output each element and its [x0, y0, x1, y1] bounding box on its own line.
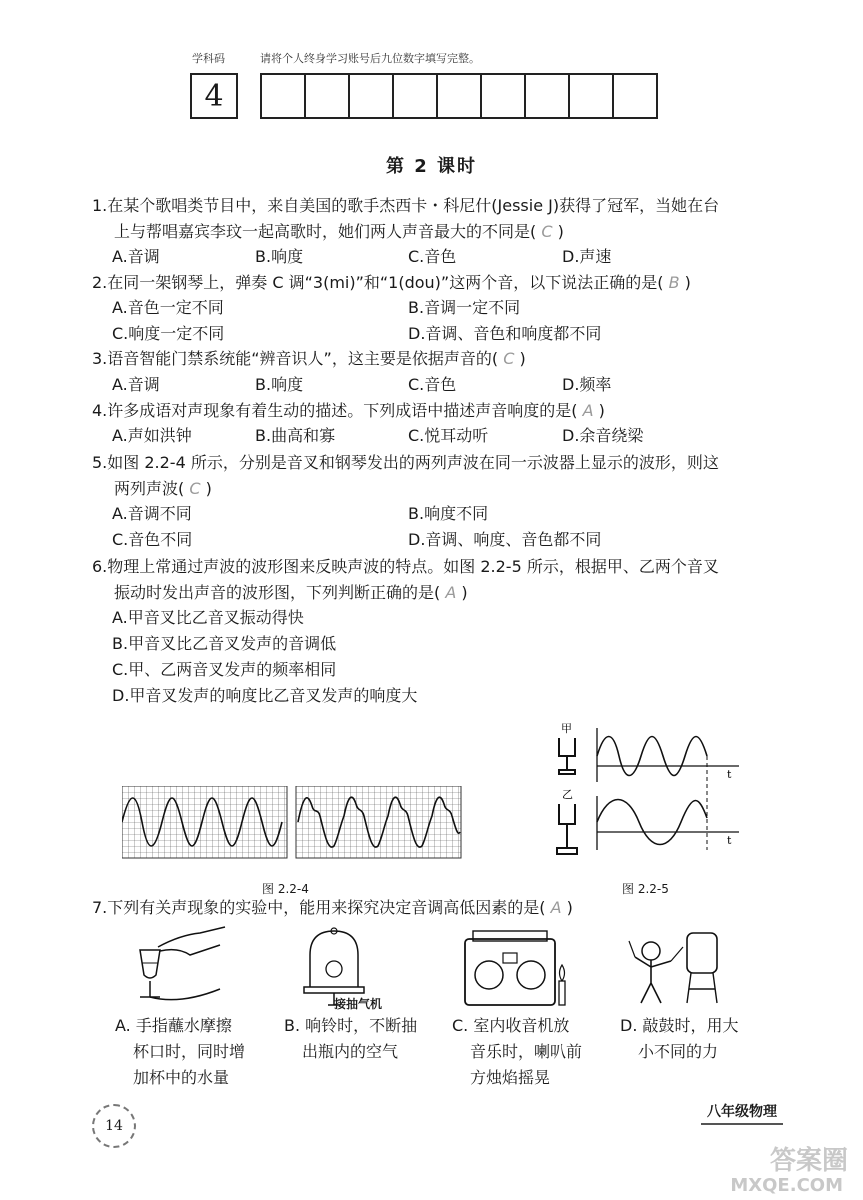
option: A.音调 [112, 247, 160, 266]
experiment-line: 音乐时，喇叭前 [470, 1042, 583, 1061]
option: D.音调、音色和响度都不同 [408, 324, 602, 343]
question-stem-line: 6.物理上常通过声波的波形图来反映声波的特点。如图 2.2-5 所示，根据甲、乙两个音叉 [92, 557, 719, 576]
question-4 [92, 398, 792, 424]
answer-mark: C [541, 222, 553, 241]
experiment-line: 方烛焰摇晃 [470, 1068, 551, 1087]
option: A.音调 [112, 375, 160, 394]
digit-box[interactable] [524, 73, 570, 119]
experiment-line: 小不同的力 [638, 1042, 719, 1061]
option: B.响度 [255, 247, 304, 266]
digit-box[interactable] [348, 73, 394, 119]
question-7 [92, 895, 792, 921]
option: C.音色 [408, 375, 457, 394]
page-number: 14 [92, 1104, 136, 1148]
question-stem-line: 2.在同一架钢琴上，弹奏 C 调“3(mi)”和“1(dou)”这两个音，以下说法正确的是( [92, 273, 664, 292]
answer-close: ) [205, 479, 212, 498]
book-brand-label: 八年级物理 [701, 1099, 783, 1125]
experiment-line: 出瓶内的空气 [302, 1042, 399, 1061]
figure-2-2-5-tuning-forks [545, 720, 745, 865]
question-stem-line: 4.许多成语对声现象有着生动的描述。下列成语中描述声音响度的是( [92, 401, 578, 420]
yi-waveform [597, 800, 707, 845]
option: A.音色一定不同 [112, 298, 224, 317]
figure-2-2-4-oscilloscope [122, 786, 462, 860]
section-title: 第 2 课时 [385, 156, 478, 177]
experiment-line: 加杯中的水量 [133, 1068, 230, 1087]
experiment-c [452, 1013, 582, 1091]
jia-label: 甲 [561, 722, 572, 735]
answer-mark: A [582, 401, 594, 420]
option: B.曲高和寡 [255, 426, 336, 445]
fork-jia-icon [559, 738, 575, 774]
question-stem-line: 1.在某个歌唱类节目中，来自美国的歌手杰西卡・科尼什(Jessie J)获得了冠军，当她在台 [92, 196, 720, 215]
digit-box[interactable] [392, 73, 438, 119]
experiment-a [115, 1013, 245, 1091]
digit-box[interactable] [260, 73, 306, 119]
question-stem-line: 振动时发出声音的波形图，下列判断正确的是( [114, 583, 441, 602]
option: C.音色 [408, 247, 457, 266]
radio-candle-illustration [455, 925, 575, 1015]
vacuum-pump-label: 接抽气机 [334, 997, 383, 1011]
digit-box[interactable] [304, 73, 350, 119]
option: C.音色不同 [112, 530, 193, 549]
answer-close: ) [557, 222, 564, 241]
question-stem-line: 5.如图 2.2-4 所示，分别是音叉和钢琴发出的两列声波在同一示波器上显示的波形，则这 [92, 453, 719, 472]
answer-close: ) [566, 898, 573, 917]
experiment-line: 杯口时，同时增 [133, 1042, 246, 1061]
option: D.音调、响度、音色都不同 [408, 530, 602, 549]
question-5 [92, 450, 792, 502]
experiment-d [620, 1013, 739, 1065]
option: C.甲、乙两音叉发声的频率相同 [112, 660, 337, 679]
experiment-b [284, 1013, 417, 1065]
answer-close: ) [519, 349, 526, 368]
question-stem-line: 7.下列有关声现象的实验中，能用来探究决定音调高低因素的是( [92, 898, 546, 917]
option: C.悦耳动听 [408, 426, 489, 445]
wine-glass-rubbing-illustration [130, 925, 230, 1010]
option: A.声如洪钟 [112, 426, 192, 445]
option: D.余音绕梁 [562, 426, 644, 445]
digit-box[interactable] [480, 73, 526, 119]
t-label-bottom: t [727, 834, 732, 847]
experiment-line: D. 敲鼓时，用大 [620, 1016, 739, 1035]
answer-close: ) [461, 583, 468, 602]
figure-2-2-4-caption: 图 2.2-4 [262, 882, 309, 896]
drum-illustration [625, 925, 725, 1010]
watermark-logo: 答案圈 [769, 1146, 848, 1176]
option: B.甲音叉比乙音叉发声的音调低 [112, 634, 337, 653]
question-1 [92, 193, 792, 245]
answer-mark: C [189, 479, 201, 498]
answer-mark: C [503, 349, 515, 368]
question-2 [92, 270, 792, 296]
option: B.音调一定不同 [408, 298, 521, 317]
option: B.响度 [255, 375, 304, 394]
subject-code-label: 学科码 [192, 52, 225, 65]
question-3 [92, 346, 792, 372]
question-stem-line: 3.语音智能门禁系统能“辨音识人”，这主要是依据声音的( [92, 349, 499, 368]
question-6 [92, 554, 792, 606]
t-label-top: t [727, 768, 732, 781]
option: A.甲音叉比乙音叉振动得快 [112, 608, 304, 627]
digit-box[interactable] [568, 73, 614, 119]
question-stem-line: 上与帮唱嘉宾李玟一起高歌时，她们两人声音最大的不同是( [114, 222, 537, 241]
option: D.频率 [562, 375, 612, 394]
digit-box[interactable] [436, 73, 482, 119]
option: C.响度一定不同 [112, 324, 225, 343]
option: A.音调不同 [112, 504, 192, 523]
experiment-line: A. 手指蘸水摩擦 [115, 1016, 232, 1035]
option: B.响度不同 [408, 504, 489, 523]
experiment-line: B. 响铃时，不断抽 [284, 1016, 418, 1035]
option: D.声速 [562, 247, 612, 266]
jia-waveform [597, 737, 707, 776]
digit-box[interactable] [612, 73, 658, 119]
answer-close: ) [598, 401, 605, 420]
answer-mark: A [445, 583, 457, 602]
subject-code-box: 4 [190, 73, 238, 119]
figure-2-2-5-caption: 图 2.2-5 [622, 882, 669, 896]
account-instruction: 请将个人终身学习账号后九位数字填写完整。 [260, 52, 480, 65]
yi-label: 乙 [562, 788, 573, 801]
answer-mark: A [550, 898, 562, 917]
fork-yi-icon [557, 804, 577, 854]
answer-close: ) [684, 273, 691, 292]
question-stem-line: 两列声波( [114, 479, 185, 498]
option: D.甲音叉发声的响度比乙音叉发声的响度大 [112, 686, 418, 705]
watermark-site: MXQE.COM [730, 1175, 843, 1196]
experiment-line: C. 室内收音机放 [452, 1016, 570, 1035]
account-digit-boxes [260, 73, 658, 119]
answer-mark: B [668, 273, 680, 292]
